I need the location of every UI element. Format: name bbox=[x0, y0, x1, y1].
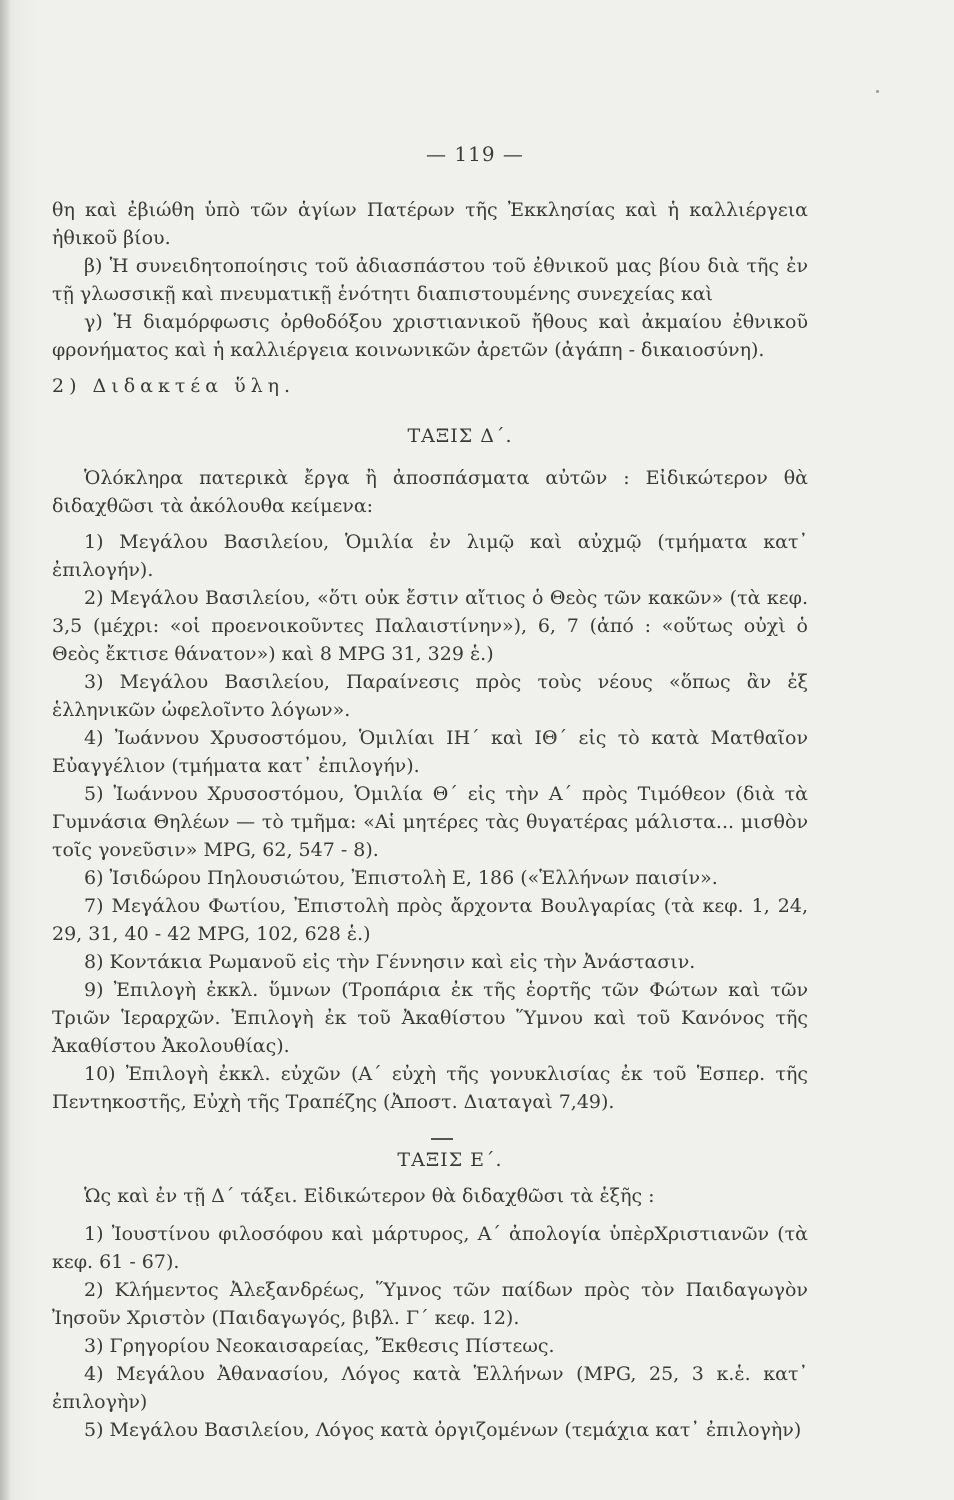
section-d-item: 10) Ἐπιλογὴ ἐκκλ. εὐχῶν (Α΄ εὐχὴ τῆς γονυκλισίας ἐκ τοῦ Ἑσπερ. τῆς Πεντηκοστῆς, Εὐχὴ τῆς Τραπέζης (Ἀποστ. Διαταγαὶ 7,49). bbox=[52, 1063, 808, 1113]
section-e-item: 3) Γρηγορίου Νεοκαισαρείας, Ἔκθεσις Πίστεως. bbox=[84, 1335, 555, 1357]
intro-paragraph-1: θη καὶ ἐβιώθη ὑπὸ τῶν ἁγίων Πατέρων τῆς Ἐκκλησίας καὶ ἡ καλλιέργεια ἠθικοῦ βίου. bbox=[52, 199, 808, 249]
section-d-item: 1) Μεγάλου Βασιλείου, Ὁμιλία ἐν λιμῷ καὶ αὐχμῷ (τμήματα κατ᾽ ἐπιλογήν). bbox=[52, 531, 808, 581]
section-e-title: ΤΑΞΙΣ Ε΄. bbox=[397, 1149, 503, 1171]
section-d-title: ΤΑΞΙΣ Δ΄. bbox=[407, 425, 513, 447]
section-d-item: 5) Ἰωάννου Χρυσοστόμου, Ὁμιλία Θ΄ εἰς τὴν Α΄ πρὸς Τιμόθεον (διὰ τὰ Γυμνάσια Θηλέων — τὸ τμῆμα: «Αἱ μητέρες τὰς θυγατέρας μάλιστα... μισθὸν τοῖς γονεῦσιν» MPG, 62, 547 - 8). bbox=[52, 783, 808, 861]
section-e-intro: Ὡς καὶ ἐν τῇ Δ΄ τάξει. Εἰδικώτερον θὰ διδαχθῶσι τὰ ἑξῆς : bbox=[84, 1185, 655, 1207]
page-text bbox=[52, 140, 808, 1444]
section-d-intro: Ὁλόκληρα πατερικὰ ἔργα ἢ ἀποσπάσματα αὐτῶν : Εἰδικώτερον θὰ διδαχθῶσι τὰ ἀκόλουθα κείμενα: bbox=[52, 467, 808, 517]
subheading-didaktea: 2) Διδακτέα ὕλη. bbox=[52, 375, 296, 397]
section-e-item: 2) Κλήμεντος Ἀλεξανδρέως, Ὕμνος τῶν παίδων πρὸς τὸν Παιδαγωγὸν Ἰησοῦν Χριστὸν (Παιδαγωγός, βιβλ. Γ΄ κεφ. 12). bbox=[52, 1279, 808, 1329]
section-e-item: 1) Ἰουστίνου φιλοσόφου καὶ μάρτυρος, Α΄ ἀπολογία ὑπὲρΧριστιανῶν (τὰ κεφ. 61 - 67). bbox=[52, 1223, 808, 1273]
section-d-item: 9) Ἐπιλογὴ ἐκκλ. ὕμνων (Τροπάρια ἐκ τῆς ἑορτῆς τῶν Φώτων καὶ τῶν Τριῶν Ἱεραρχῶν. Ἐπιλογὴ ἐκ τοῦ Ἀκαθίστου Ὕμνου καὶ τοῦ Κανόνος τῆς Ἀκαθίστου Ἀκολουθίας). bbox=[52, 979, 808, 1057]
section-e-item: 4) Μεγάλου Ἀθανασίου, Λόγος κατὰ Ἑλλήνων (MPG, 25, 3 κ.ἑ. κατ᾽ ἐπιλογὴν) bbox=[52, 1363, 808, 1413]
intro-paragraph-3: γ) Ἡ διαμόρφωσις ὀρθοδόξου χριστιανικοῦ ἤθους καὶ ἀκμαίου ἐθνικοῦ φρονήματος καὶ ἡ καλλιέργεια κοινωνικῶν ἀρετῶν (ἀγάπη - δικαιοσύνη). bbox=[52, 311, 808, 361]
section-divider bbox=[52, 1120, 808, 1126]
page-fold-shadow bbox=[0, 0, 10, 1500]
intro-paragraph-2: β) Ἡ συνειδητοποίησις τοῦ ἀδιασπάστου τοῦ ἐθνικοῦ μας βίου διὰ τῆς ἐν τῇ γλωσσικῇ καὶ πνευματικῇ ἑνότητι διαπιστουμένης συνεχείας καὶ bbox=[52, 255, 808, 305]
section-d-item: 3) Μεγάλου Βασιλείου, Παραίνεσις πρὸς τοὺς νέους «ὅπως ἂν ἐξ ἑλληνικῶν ὠφελοῖντο λόγων». bbox=[52, 671, 808, 721]
section-d-item: 4) Ἰωάννου Χρυσοστόμου, Ὁμιλίαι ΙΗ΄ καὶ ΙΘ΄ εἰς τὸ κατὰ Ματθαῖον Εὐαγγέλιον (τμήματα κατ᾽ ἐπιλογήν). bbox=[52, 727, 808, 777]
section-d-item: 8) Κοντάκια Ρωμανοῦ εἰς τὴν Γέννησιν καὶ εἰς τὴν Ἀνάστασιν. bbox=[84, 951, 696, 973]
section-d-item: 7) Μεγάλου Φωτίου, Ἐπιστολὴ πρὸς ἄρχοντα Βουλγαρίας (τὰ κεφ. 1, 24, 29, 31, 40 - 42 MPG, 102, 628 ἑ.) bbox=[52, 895, 808, 945]
scan-speck bbox=[876, 90, 879, 93]
section-e-item: 5) Μεγάλου Βασιλείου, Λόγος κατὰ ὀργιζομένων (τεμάχια κατ᾽ ἐπιλογὴν) bbox=[84, 1419, 802, 1441]
section-d-item: 2) Μεγάλου Βασιλείου, «ὅτι οὐκ ἔστιν αἴτιος ὁ Θεὸς τῶν κακῶν» (τὰ κεφ. 3,5 (μέχρι: «οἱ προενοικοῦντες Παλαιστίνην»), 6, 7 (ἀπό : «οὕτως οὐχὶ ὁ Θεὸς ἔκτισε θάνατον») καὶ 8 MPG 31, 329 ἑ.) bbox=[52, 587, 808, 665]
page-number: — 119 — bbox=[426, 142, 524, 166]
section-d-item: 6) Ἰσιδώρου Πηλουσιώτου, Ἐπιστολὴ Ε, 186 («Ἑλλήνων παισίν». bbox=[84, 867, 718, 889]
